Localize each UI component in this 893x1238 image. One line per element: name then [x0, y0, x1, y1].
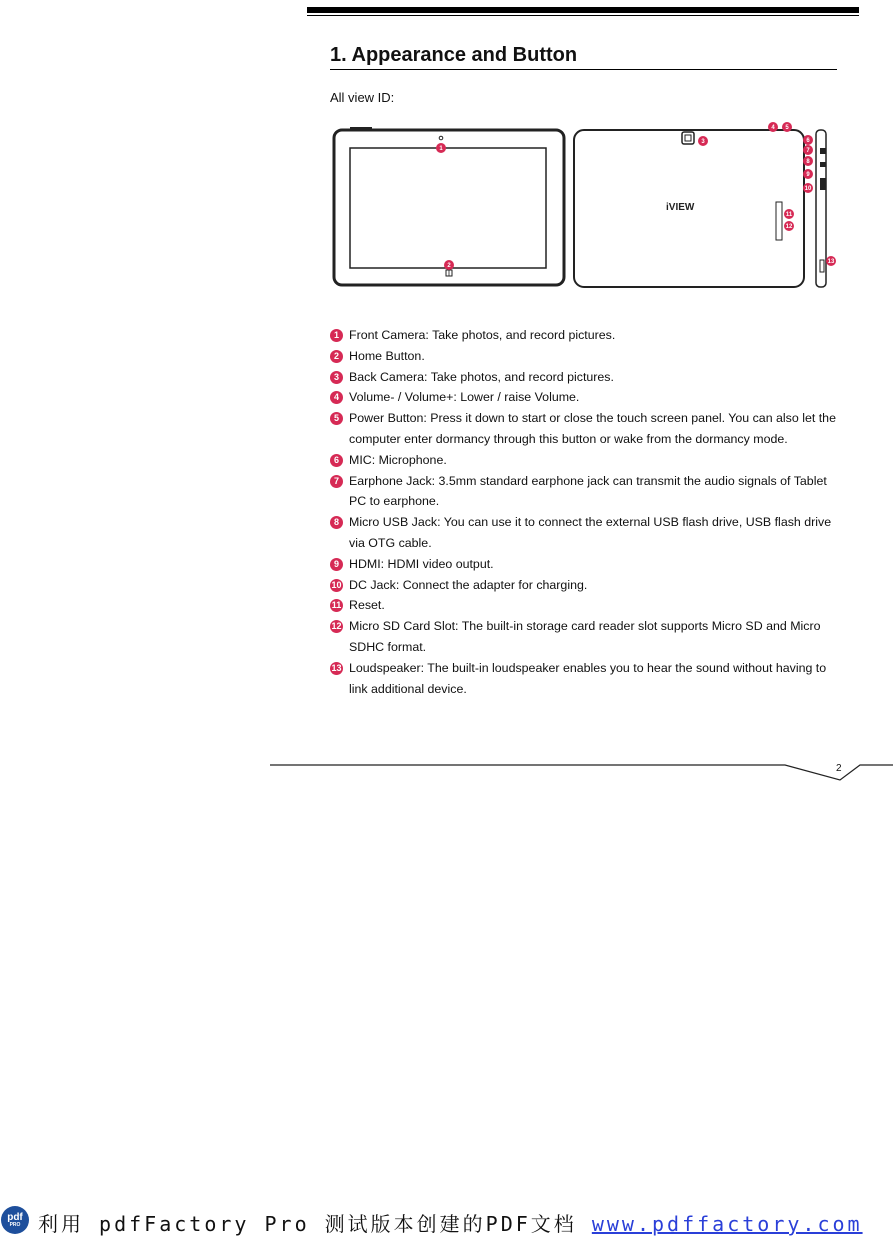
callout-10-label: 10 [804, 186, 812, 192]
pdffactory-logo-icon [1, 1206, 29, 1234]
item-number-badge: 9 [330, 558, 343, 571]
item-text: Front Camera: Take photos, and record pictures. [349, 328, 616, 342]
item-text: Micro SD Card Slot: The built-in storage card reader slot supports Micro SD and Micro SDHC format. [349, 619, 821, 654]
item-text: Home Button. [349, 348, 425, 363]
item-number-badge: 8 [330, 516, 343, 529]
item-text: HDMI: HDMI video output. [349, 556, 494, 571]
list-item [330, 387, 840, 408]
item-text: Back Camera: Take photos, and record pictures. [349, 369, 614, 384]
callout-5 [782, 122, 792, 132]
tablet-back-view [574, 130, 804, 287]
top-rule-thin [307, 15, 859, 16]
list-item [330, 346, 840, 367]
callout-1-label: 1 [439, 146, 443, 152]
callout-6-label: 6 [806, 138, 810, 144]
callout-11-label: 11 [785, 212, 793, 218]
callout-2-label: 2 [447, 263, 451, 269]
list-item [330, 367, 840, 388]
item-number-badge: 10 [331, 579, 342, 590]
top-rule [307, 7, 859, 13]
callout-9 [803, 169, 813, 179]
list-item [330, 408, 840, 450]
callout-1 [436, 143, 446, 153]
callout-4 [768, 122, 778, 132]
item-number-badge: 6 [330, 454, 343, 467]
callout-10 [803, 183, 813, 193]
callout-3 [698, 136, 708, 146]
logo-subtext: PRO [9, 1222, 21, 1228]
list-item [330, 575, 840, 596]
item-number-badge: 4 [330, 391, 343, 404]
item-number-badge: 1 [330, 329, 343, 342]
list-item [330, 595, 840, 616]
callout-9-label: 9 [806, 172, 810, 178]
list-item [330, 325, 840, 346]
watermark-text-row [38, 1208, 863, 1237]
watermark-text: 利用 pdfFactory Pro 测试版本创建的PDF文档 [38, 1212, 577, 1236]
callout-13-label: 13 [827, 259, 835, 265]
tablet-side-view [816, 130, 826, 287]
list-item [330, 450, 840, 471]
list-item [330, 471, 840, 513]
item-number-badge: 12 [331, 621, 342, 632]
callout-8 [803, 156, 813, 166]
list-item [330, 554, 840, 575]
callout-2 [444, 260, 454, 270]
item-number-badge: 2 [330, 350, 343, 363]
callout-8-label: 8 [806, 159, 810, 165]
item-number-badge: 3 [330, 371, 343, 384]
callout-6 [803, 135, 813, 145]
watermark-bar [0, 1204, 893, 1238]
page-number: 2 [836, 763, 842, 774]
callout-7 [803, 145, 813, 155]
item-number-badge: 5 [330, 412, 343, 425]
item-number-badge: 13 [331, 662, 342, 673]
item-text: Micro USB Jack: You can use it to connect the external USB flash drive, USB flash drive via OTG cable. [349, 515, 832, 550]
logo-text: pdf [7, 1212, 23, 1223]
callout-4-label: 4 [771, 125, 775, 131]
callout-13 [826, 256, 836, 266]
item-text: Volume- / Volume+: Lower / raise Volume. [349, 390, 580, 405]
callout-5-label: 5 [785, 125, 789, 131]
callout-markers [436, 122, 836, 270]
brand-logo: iVIEW [666, 202, 695, 213]
list-item [330, 658, 840, 700]
callout-7-label: 7 [806, 148, 810, 154]
footer-rule [270, 740, 893, 790]
callout-12-label: 12 [785, 224, 793, 230]
item-text: Earphone Jack: 3.5mm standard earphone jack can transmit the audio signals of Tablet PC to earphone. [349, 473, 827, 509]
item-text: Reset. [349, 598, 385, 613]
list-item [330, 512, 840, 554]
item-text: Power Button: Press it down to start or close the touch screen panel. You can also let the computer enter dormancy through this button or wake from the dormancy mode. [349, 411, 836, 446]
callout-3-label: 3 [701, 139, 705, 145]
tablet-diagram [330, 120, 840, 295]
item-number-badge: 7 [330, 475, 343, 488]
feature-list [330, 325, 840, 699]
item-text: DC Jack: Connect the adapter for charging. [349, 577, 588, 592]
callout-11 [784, 209, 794, 219]
view-id-label: All view ID: [330, 90, 395, 105]
item-text: Loudspeaker: The built-in loudspeaker enables you to hear the sound without having to link additional device. [349, 660, 827, 696]
item-text: MIC: Microphone. [349, 452, 447, 467]
list-item [330, 616, 840, 658]
watermark-link[interactable]: www.pdffactory.com [591, 1212, 863, 1236]
callout-12 [784, 221, 794, 231]
section-title: 1. Appearance and Button [330, 44, 837, 70]
item-number-badge: 11 [331, 600, 342, 611]
